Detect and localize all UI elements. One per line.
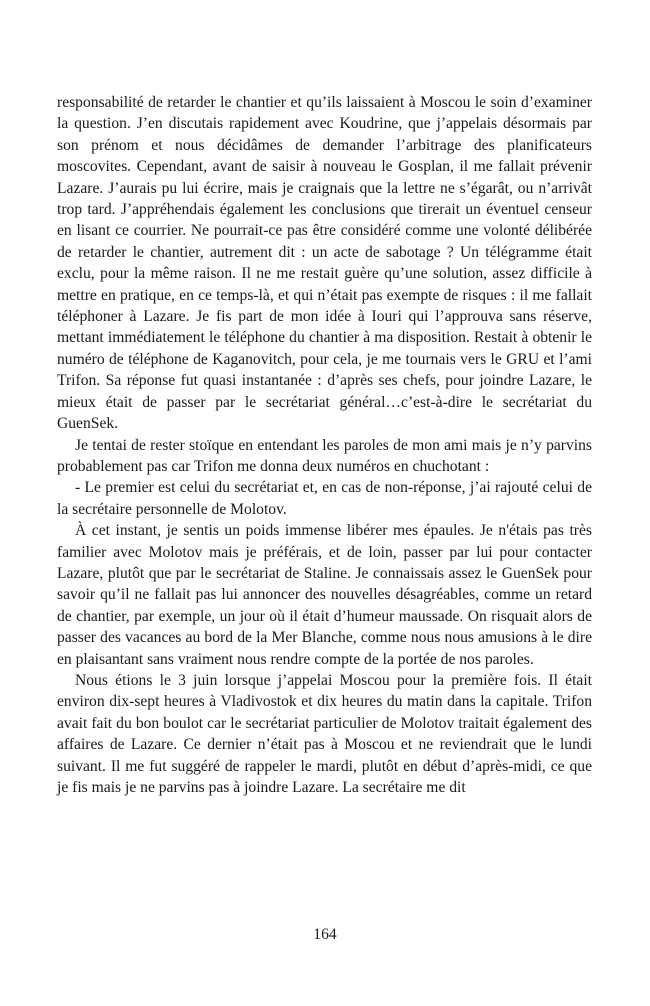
page-number: 164 bbox=[313, 926, 337, 943]
paragraph-4: À cet instant, je sentis un poids immense libérer mes épaules. Je n'étais pas très familier avec Molotov mais je préférais, et de loin, passer par lui pour contacter Lazare, plutôt que par le secrétariat de Staline. Je connaissais assez le GuenSek pour savoir qu’il ne fallait pas lui annoncer des nouvelles désagréables, comme un retard de chantier, par exemple, un jour où il était d’humeur maussade. On risquait alors de passer des vacances au bord de la Mer Blanche, comme nous nous amusions à le dire en plaisantant sans vraiment nous rendre compte de la portée de nos paroles. bbox=[57, 522, 592, 668]
paragraph-1: responsabilité de retarder le chantier et qu’ils laissaient à Moscou le soin d’examiner la question. J’en discutais rapidement avec Koudrine, que j’appelais désormais par son prénom et nous décidâmes de demander l’arbitrage des planificateurs moscovites. Cependant, avant de saisir à nouveau le Gosplan, il me fallait prévenir Lazare. J’aurais pu lui écrire, mais je craignais que la lettre ne s’égarât, ou n’arrivât trop tard. J’appréhendais également les conclusions que tirerait un éventuel censeur en lisant ce courrier. Ne pourrait-ce pas être considéré comme une volonté délibérée de retarder le chantier, autrement dit : un acte de sabotage ? Un télégramme était exclu, pour la même raison. Il ne me restait guère qu’une solution, assez difficile à mettre en pratique, en ce temps-là, et qui n’était pas exempte de risques : il me fallait téléphoner à Lazare. Je fis part de mon idée à Iouri qui l’approuva sans réserve, mettant immédiatement le téléphone du chantier à ma disposition. Restait à obtenir le numéro de téléphone de Kaganovitch, pour cela, je me tournais vers le GRU et l’ami Trifon. Sa réponse fut quasi instantanée : d’après ses chefs, pour joindre Lazare, le mieux était de passer par le secrétariat général…c’est-à-dire le secrétariat du GuenSek. bbox=[57, 94, 592, 433]
paragraph-5: Nous étions le 3 juin lorsque j’appelai Moscou pour la première fois. Il était environ dix-sept heures à Vladivostok et dix heures du matin dans la capitale. Trifon avait fait du bon boulot car le secrétariat particulier de Molotov traitait également des affaires de Lazare. Ce dernier n’était pas à Moscou et ne reviendrait que le lundi suivant. Il me fut suggéré de rappeler le mardi, plutôt en début d’après-midi, ce que je fis mais je ne parvins pas à joindre Lazare. La secrétaire me dit bbox=[57, 671, 592, 796]
paragraph-3: - Le premier est celui du secrétariat et, en cas de non-réponse, j’ai rajouté celui de la secrétaire personnelle de Molotov. bbox=[57, 479, 592, 518]
page-body bbox=[57, 92, 592, 798]
paragraph-2: Je tentai de rester stoïque en entendant les paroles de mon ami mais je n’y parvins probablement pas car Trifon me donna deux numéros en chuchotant : bbox=[57, 436, 592, 475]
